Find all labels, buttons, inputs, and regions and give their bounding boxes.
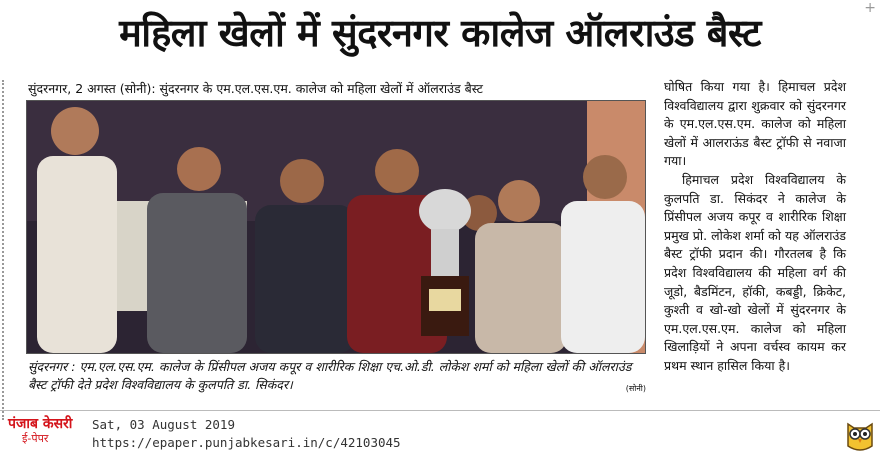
logo-subtitle: ई-पेपर <box>22 432 49 445</box>
body-paragraph-2: हिमाचल प्रदेश विश्वविद्यालय के कुलपति डा. सिकंदर ने कालेज के प्रिंसीपल अजय कपूर व शारीरिक शिक्षा प्रमुख प्रो. लोकेश शर्मा को यह ऑलराउंड बैस्ट ट्रॉफी प्रदान की। गौरतलब है कि प्रदेश विश्वविद्यालय की महिला वर्ग की जूडो, बैडमिंटन, हॉकी, कबड्डी, क्रिकेट, कुश्ती व खो-खो खेलों में सुंदरनगर के एम.एल.एस.एम. कालेज को महिला खिलाड़ियों ने अपना वर्चस्व कायम कर प्रथम स्थान हासिल किया है। <box>664 171 846 373</box>
photo-credit: (सोनी) <box>625 384 646 393</box>
article-headline: महिला खेलों में सुंदरनगर कालेज ऑलराउंड बैस्ट <box>119 11 761 55</box>
punjab-kesari-logo[interactable] <box>8 416 88 452</box>
body-paragraph-1: घोषित किया गया है। हिमाचल प्रदेश विश्वविद्यालय द्वारा शुक्रवार को सुंदरनगर के एम.एल.एस.एम. कालेज को महिला खेलों में आलराऊंड बैस्ट ट्रॉफी से नवाजा गया। <box>664 79 846 169</box>
award-ceremony-photo <box>27 101 645 353</box>
logo-title: पंजाब केसरी <box>8 416 73 432</box>
corner-plus-mark: + <box>864 0 876 16</box>
owl-mascot-icon <box>844 418 876 452</box>
article-body-column <box>664 78 846 376</box>
left-dotted-border <box>2 80 8 420</box>
footer-divider <box>0 410 880 411</box>
article-byline: सुंदरनगर, 2 अगस्त (सोनी): सुंदरनगर के एम.एल.एस.एम. कालेज को महिला खेलों में ऑलराउंड बैस्ट <box>28 81 483 96</box>
news-photo <box>26 100 646 354</box>
photo-caption <box>28 358 646 398</box>
edition-date: Sat, 03 August 2019 <box>92 417 235 432</box>
epaper-url-link[interactable]: https://epaper.punjabkesari.in/c/42103045 <box>92 435 401 450</box>
caption-text: सुंदरनगर : एम.एल.एस.एम. कालेज के प्रिंसीपल अजय कपूर व शारीरिक शिक्षा एच.ओ.डी. लोकेश शर्मा को महिला खेलों की ऑलराउंड बैस्ट ट्रॉफी देते प्रदेश विश्वविद्यालय के कुलपति डा. सिकंदर। <box>28 359 632 392</box>
